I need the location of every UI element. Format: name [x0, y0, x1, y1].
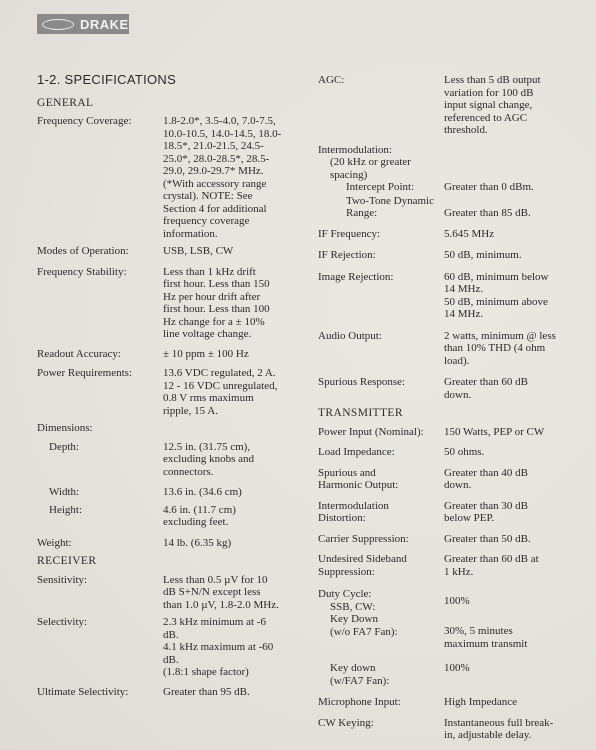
- spec-value: 100%: [444, 594, 470, 607]
- spec-row-if-rejection: [318, 249, 580, 262]
- spec-value: 2.3 kHz minimum at -6 dB. 4.1 kHz maximum at -60 dB. (1.8:1 shape factor): [163, 616, 274, 678]
- spec-row-cw-keying: [318, 717, 580, 742]
- spec-value: 1.8-2.0*, 3.5-4.0, 7.0-7.5, 10.0-10.5, 14.0-14.5, 18.0- 18.5*, 21.0-21.5, 24.5- 25.0*, 28.0-28.5*, 28.5- 29.0, 29.0-29.7* MHz. (*With accessory range crystal). NOTE: See Section 4 for additional frequency coverage information.: [163, 115, 282, 240]
- spec-value: 100%: [444, 662, 470, 674]
- spec-value: Greater than 60 dB down.: [444, 376, 528, 401]
- spec-value: 12.5 in. (31.75 cm), excluding knobs and connectors.: [163, 440, 255, 478]
- spec-label: Load Impedance:: [318, 446, 395, 458]
- spec-label: Undesired Sideband Suppression:: [318, 553, 407, 578]
- spec-value: Greater than 40 dB down.: [444, 466, 528, 491]
- spec-row-carrier-suppression: [318, 533, 580, 546]
- spec-label: AGC:: [318, 74, 345, 86]
- spec-row-if-frequency: [318, 228, 580, 241]
- spec-row-weight: [37, 537, 299, 550]
- spec-row-sideband-suppression: [318, 553, 580, 578]
- spec-label: Readout Accuracy:: [37, 347, 121, 360]
- spec-label: Image Rejection:: [318, 270, 394, 283]
- spec-row-height: [37, 504, 299, 529]
- spec-value: Greater than 85 dB.: [444, 206, 531, 219]
- spec-row-power-input: [318, 426, 580, 439]
- spec-row-microphone-input: [318, 696, 580, 709]
- right-column: [318, 74, 580, 742]
- spec-label: Carrier Suppression:: [318, 532, 409, 545]
- spec-value: 2 watts, minimum @ less than 10% THD (4 ohm load).: [444, 329, 556, 367]
- spec-value: Greater than 0 dBm.: [444, 181, 534, 193]
- spec-value: Greater than 95 dB.: [163, 685, 250, 698]
- section-transmitter-heading: TRANSMITTER: [318, 407, 403, 419]
- spec-label: Power Input (Nominal):: [318, 425, 424, 438]
- spec-row-intermod-distortion: [318, 500, 580, 525]
- spec-label: Frequency Coverage:: [37, 115, 132, 127]
- spec-value: Instantaneous full break- in, adjustable delay.: [444, 716, 554, 741]
- spec-row-load-impedance: [318, 446, 580, 459]
- spec-row-two-tone-range: [318, 195, 580, 220]
- spec-row-ultimate-selectivity: [37, 686, 299, 699]
- duty-cycle-label: Duty Cycle:: [318, 588, 372, 600]
- left-column: [37, 74, 299, 698]
- spec-label: Two-Tone Dynamic Range:: [346, 194, 434, 219]
- spec-row-agc: [318, 74, 580, 137]
- spec-label: Sensitivity:: [37, 573, 88, 586]
- dimensions-label: Dimensions:: [37, 422, 93, 434]
- spec-value: 14 lb. (6.35 kg): [163, 536, 232, 549]
- spec-label: Weight:: [37, 536, 72, 549]
- spec-row-readout-accuracy: [37, 348, 299, 361]
- spec-row-duty-key-down-fan: [318, 662, 580, 687]
- spec-value: 50 ohms.: [444, 446, 485, 458]
- drake-logo: [37, 14, 129, 34]
- spec-value: USB, LSB, CW: [163, 245, 234, 257]
- spec-row-width: [37, 486, 299, 499]
- spec-label: Modes of Operation:: [37, 245, 129, 257]
- spec-value: High Impedance: [444, 696, 517, 708]
- spec-row-selectivity: [37, 616, 299, 679]
- spec-value: Greater than 30 dB below PEP.: [444, 499, 528, 524]
- spec-row-sensitivity: [37, 574, 299, 612]
- spec-value: Less than 0.5 µV for 10 dB S+N/N except less than 1.0 µV, 1.8-2.0 MHz.: [163, 573, 279, 611]
- spec-row-spurious-response: [318, 376, 580, 401]
- spec-value: ± 10 ppm ± 100 Hz: [163, 347, 249, 360]
- spec-value: 30%, 5 minutes maximum transmit: [444, 625, 528, 650]
- section-general-heading: GENERAL: [37, 96, 94, 109]
- spec-value: 60 dB, minimum below 14 MHz. 50 dB, minimum above 14 MHz.: [444, 270, 549, 320]
- spec-label: CW Keying:: [318, 716, 374, 729]
- spec-label: Frequency Stability:: [37, 265, 127, 278]
- spec-row-frequency-coverage: [37, 115, 299, 240]
- spec-label: Ultimate Selectivity:: [37, 685, 129, 698]
- spec-label: SSB, CW:: [330, 600, 376, 613]
- spec-label: Power Requirements:: [37, 367, 133, 379]
- spec-label: Audio Output:: [318, 329, 382, 342]
- spec-value: Less than 1 kHz drift first hour. Less than 150 Hz per hour drift after first hour. Less than 100 Hz change for a ± 10% line voltage change.: [163, 265, 270, 340]
- spec-label: IF Frequency:: [318, 227, 381, 240]
- spec-row-intercept-point: [318, 181, 580, 194]
- spec-label: Key down (w/FA7 Fan):: [330, 662, 390, 687]
- spec-row-modes: [37, 245, 299, 258]
- intermodulation-label: Intermodulation:: [318, 143, 392, 156]
- spec-label: IF Rejection:: [318, 249, 376, 261]
- page-title: 1-2. SPECIFICATIONS: [37, 72, 177, 87]
- spec-value: Greater than 60 dB at 1 kHz.: [444, 553, 539, 578]
- spec-label: Key Down (w/o FA7 Fan):: [330, 613, 398, 638]
- spec-label: Intermodulation Distortion:: [318, 499, 389, 524]
- spec-label: Width:: [49, 486, 80, 498]
- spec-row-depth: [37, 441, 299, 479]
- spec-row-frequency-stability: [37, 266, 299, 341]
- spec-row-audio-output: [318, 330, 580, 368]
- logo-text: DRAKE: [80, 16, 129, 32]
- spec-row-duty-key-down-no-fan: [318, 613, 580, 650]
- spec-label: Spurious Response:: [318, 376, 406, 388]
- spec-value: 5.645 MHz: [444, 227, 495, 240]
- spec-label: Intercept Point:: [346, 181, 415, 193]
- spec-value: 50 dB, minimum.: [444, 249, 522, 261]
- spec-label: Spurious and Harmonic Output:: [318, 466, 399, 491]
- spec-row-image-rejection: [318, 271, 580, 321]
- spec-label: Microphone Input:: [318, 696, 401, 708]
- spec-row-spurious-harmonic: [318, 467, 580, 492]
- spec-value: 13.6 in. (34.6 cm): [163, 486, 242, 498]
- spec-value: 13.6 VDC regulated, 2 A. 12 - 16 VDC unregulated, 0.8 V rms maximum ripple, 15 A.: [163, 367, 278, 417]
- spec-row-power-requirements: [37, 367, 299, 417]
- section-receiver-heading: RECEIVER: [37, 555, 97, 567]
- intermodulation-spacing: (20 kHz or greater spacing): [330, 156, 411, 181]
- spec-value: Greater than 50 dB.: [444, 532, 531, 545]
- spec-label: Selectivity:: [37, 616, 88, 628]
- spec-label: Height:: [49, 503, 82, 516]
- spec-value: Less than 5 dB output variation for 100 dB input signal change, referenced to AGC threshold.: [444, 74, 541, 136]
- logo-oval-icon: [42, 19, 74, 30]
- spec-label: Depth:: [49, 440, 79, 453]
- spec-value: 150 Watts, PEP or CW: [444, 425, 545, 438]
- spec-value: 4.6 in. (11.7 cm) excluding feet.: [163, 503, 236, 528]
